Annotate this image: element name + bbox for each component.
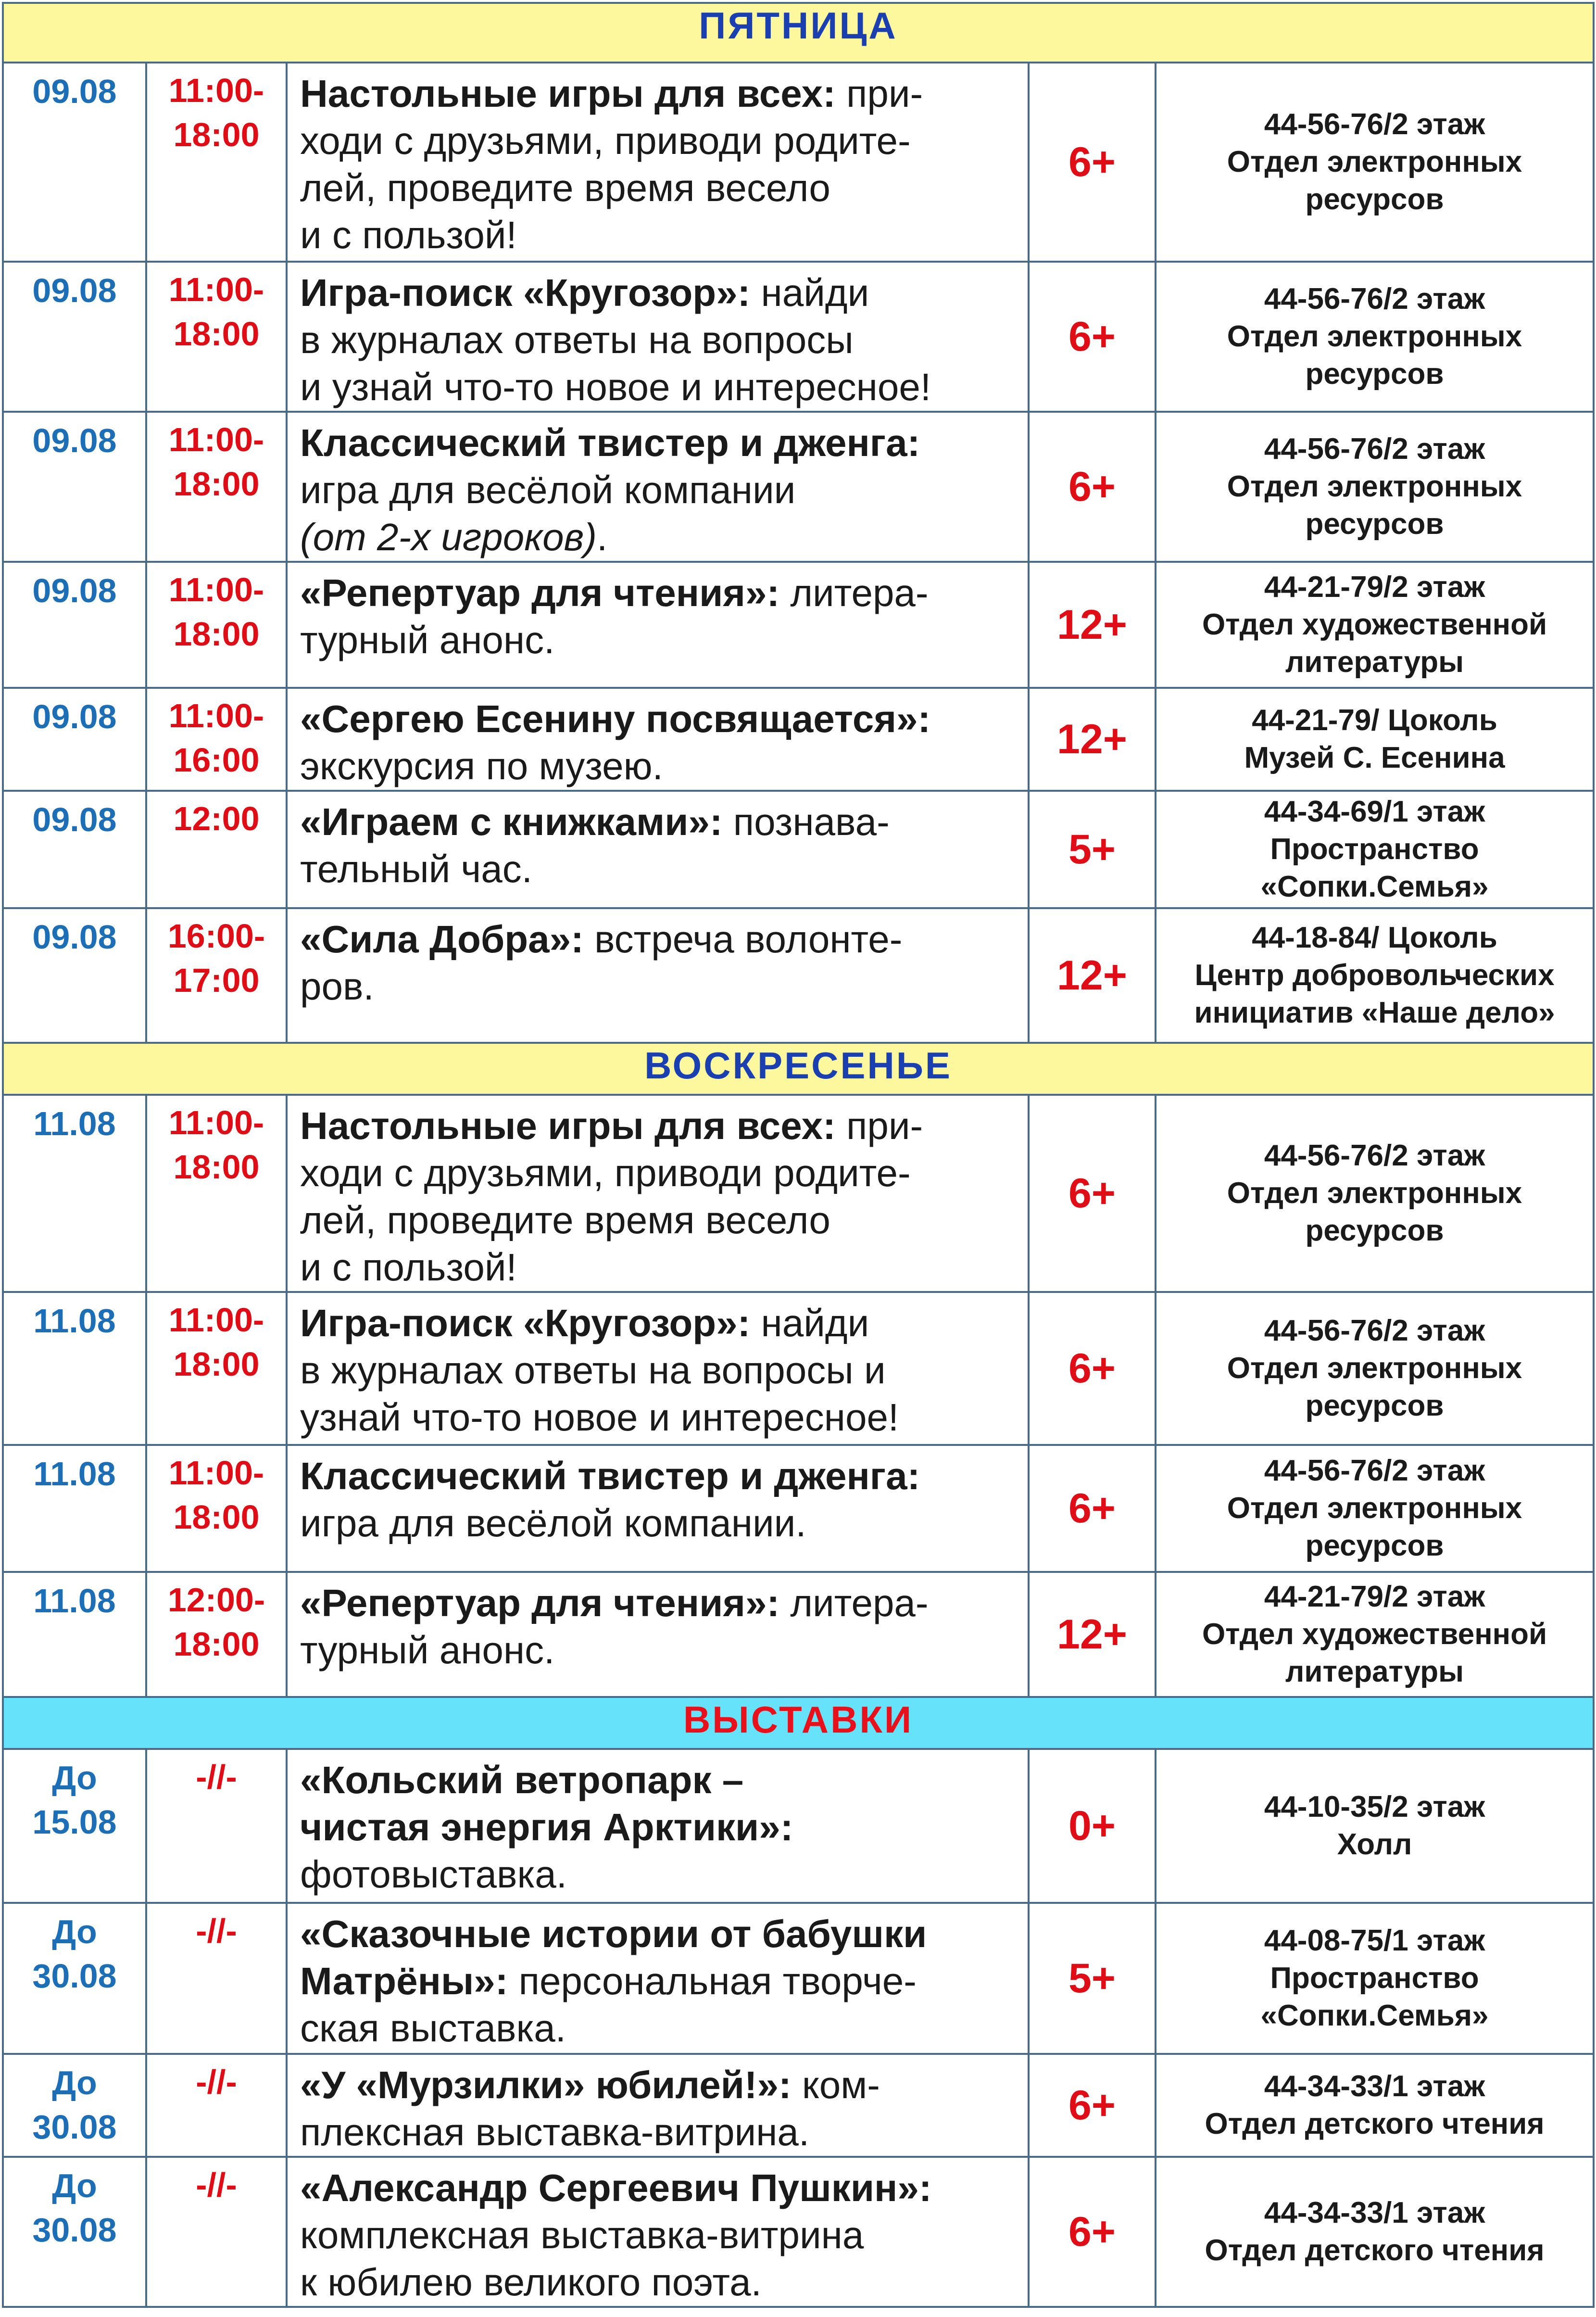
- contact-info: [1156, 791, 1594, 908]
- time-line: 18:00: [173, 465, 260, 503]
- event-row: [3, 908, 1594, 1043]
- contact-line: ресурсов: [1305, 507, 1444, 541]
- event-row: [3, 688, 1594, 791]
- contact-line: 44-56-76/2 этаж: [1264, 108, 1485, 141]
- event-title: Игра-поиск «Кругозор»:: [300, 271, 751, 314]
- contact-line: ресурсов: [1305, 1214, 1444, 1247]
- description-line: [300, 1627, 1023, 1674]
- contact-info: [1156, 908, 1594, 1043]
- description-text: в журналах ответы на вопросы и: [300, 1349, 886, 1392]
- time-line: 11:00-: [168, 571, 264, 608]
- contact-line: «Сопки.Семья»: [1260, 870, 1489, 903]
- description-line: [300, 419, 1023, 467]
- date-cell: [3, 791, 146, 908]
- description-text: и с пользой!: [300, 1246, 517, 1289]
- description-line: [300, 2062, 1023, 2109]
- description-line: [300, 70, 1023, 117]
- age-rating: 5+: [1029, 1903, 1156, 2054]
- section-title: ПЯТНИЦА: [3, 3, 1594, 63]
- event-row: [3, 1292, 1594, 1445]
- date-line: 30.08: [32, 2211, 117, 2249]
- contact-line: Отдел электронных: [1227, 1492, 1522, 1525]
- date-cell: [3, 2157, 146, 2307]
- contact-line: литературы: [1285, 1655, 1464, 1688]
- contact-info: [1156, 1292, 1594, 1445]
- contact-line: Отдел детского чтения: [1205, 2107, 1545, 2140]
- contact-info: [1156, 262, 1594, 412]
- event-title: Матрёны»:: [300, 1960, 508, 2002]
- event-row: [3, 262, 1594, 412]
- time-cell: [146, 908, 287, 1043]
- description-line: [300, 2005, 1023, 2052]
- event-title: «Репертуар для чтения»:: [300, 1582, 780, 1624]
- description-line: [300, 1958, 1023, 2005]
- time-line: 18:00: [173, 1345, 260, 1383]
- event-title: «Репертуар для чтения»:: [300, 571, 780, 614]
- contact-line: 44-34-69/1 этаж: [1264, 795, 1485, 828]
- contact-line: Отдел электронных: [1227, 1177, 1522, 1210]
- time-line: 11:00-: [168, 1104, 264, 1141]
- time-line: 12:00: [173, 800, 260, 837]
- contact-line: 44-34-33/1 этаж: [1264, 2070, 1485, 2103]
- date-cell: [3, 688, 146, 791]
- description-text: .: [596, 516, 608, 558]
- contact-line: «Сопки.Семья»: [1260, 1999, 1489, 2032]
- contact-line: 44-21-79/ Цоколь: [1252, 704, 1497, 737]
- event-description: [287, 688, 1029, 791]
- time-line: -//-: [196, 1912, 237, 1950]
- event-row: [3, 2157, 1594, 2307]
- date-line: 15.08: [32, 1803, 117, 1841]
- description-text: при-: [835, 1104, 923, 1147]
- age-rating: 5+: [1029, 791, 1156, 908]
- contact-line: ресурсов: [1305, 183, 1444, 216]
- description-line: [300, 2259, 1023, 2306]
- description-line: [300, 165, 1023, 212]
- event-title: Настольные игры для всех:: [300, 1104, 836, 1147]
- time-line: -//-: [196, 1758, 237, 1796]
- date-line: До: [52, 2064, 97, 2102]
- contact-info: [1156, 63, 1594, 262]
- date-line: 11.08: [33, 1302, 116, 1340]
- section-title: ВЫСТАВКИ: [3, 1697, 1594, 1749]
- date-line: 09.08: [32, 918, 117, 956]
- contact-info: [1156, 1445, 1594, 1572]
- description-text: литера-: [779, 1582, 929, 1624]
- contact-line: Отдел электронных: [1227, 470, 1522, 503]
- description-line: [300, 696, 1023, 743]
- age-rating: 6+: [1029, 412, 1156, 562]
- contact-line: Отдел электронных: [1227, 145, 1522, 178]
- section-header: [3, 1043, 1594, 1095]
- contact-line: 44-08-75/1 этаж: [1264, 1924, 1485, 1957]
- contact-line: Музей С. Есенина: [1244, 741, 1505, 774]
- description-text: персональная творче-: [508, 1960, 917, 2002]
- event-title: Игра-поиск «Кругозор»:: [300, 1302, 751, 1344]
- date-cell: [3, 562, 146, 688]
- time-line: 17:00: [173, 962, 260, 999]
- event-title: Классический твистер и дженга:: [300, 1455, 920, 1497]
- event-title: Настольные игры для всех:: [300, 72, 836, 115]
- time-line: 18:00: [173, 615, 260, 653]
- description-text: при-: [835, 72, 923, 115]
- contact-line: 44-34-33/1 этаж: [1264, 2196, 1485, 2229]
- time-line: 18:00: [173, 1148, 260, 1186]
- description-text: экскурсия по музею.: [300, 745, 663, 787]
- contact-line: 44-56-76/2 этаж: [1264, 1139, 1485, 1172]
- event-title: «Александр Сергеевич Пушкин»:: [300, 2166, 932, 2209]
- date-cell: [3, 1095, 146, 1292]
- time-line: 18:00: [173, 1498, 260, 1536]
- schedule-body: [3, 3, 1594, 2307]
- time-line: 11:00-: [168, 421, 264, 458]
- description-line: [300, 1500, 1023, 1547]
- description-line: [300, 1851, 1023, 1898]
- date-line: 11.08: [33, 1105, 116, 1142]
- date-cell: [3, 1445, 146, 1572]
- time-line: 11:00-: [168, 1301, 264, 1339]
- date-line: 11.08: [33, 1582, 116, 1620]
- contact-line: Холл: [1337, 1828, 1412, 1861]
- description-text: в журналах ответы на вопросы: [300, 318, 854, 361]
- contact-line: Пространство: [1270, 1962, 1479, 1995]
- description-text: (от 2-х игроков): [300, 516, 597, 558]
- time-line: 11:00-: [168, 271, 264, 308]
- time-cell: [146, 1749, 287, 1903]
- date-line: До: [52, 1759, 97, 1797]
- contact-line: Отдел электронных: [1227, 1352, 1522, 1385]
- time-cell: [146, 1095, 287, 1292]
- description-line: [300, 617, 1023, 664]
- event-row: [3, 1572, 1594, 1697]
- description-line: [300, 1394, 1023, 1441]
- date-line: 11.08: [33, 1455, 116, 1493]
- description-line: [300, 570, 1023, 617]
- contact-line: 44-56-76/2 этаж: [1264, 1314, 1485, 1347]
- description-line: [300, 514, 1023, 561]
- date-cell: [3, 1292, 146, 1445]
- time-line: 18:00: [173, 116, 260, 153]
- event-row: [3, 791, 1594, 908]
- age-rating: 6+: [1029, 2157, 1156, 2307]
- contact-line: 44-56-76/2 этаж: [1264, 282, 1485, 316]
- age-rating: 6+: [1029, 2054, 1156, 2157]
- time-line: 11:00-: [168, 72, 264, 109]
- event-description: [287, 908, 1029, 1043]
- time-line: 16:00: [173, 741, 260, 779]
- date-cell: [3, 412, 146, 562]
- contact-line: Центр добровольческих: [1194, 959, 1555, 992]
- time-cell: [146, 688, 287, 791]
- contact-line: 44-10-35/2 этаж: [1264, 1790, 1485, 1823]
- age-rating: 6+: [1029, 1292, 1156, 1445]
- description-line: [300, 1453, 1023, 1500]
- contact-line: Отдел детского чтения: [1205, 2234, 1545, 2267]
- description-line: [300, 1580, 1023, 1627]
- event-row: [3, 1903, 1594, 2054]
- event-row: [3, 1095, 1594, 1292]
- time-cell: [146, 791, 287, 908]
- description-line: [300, 467, 1023, 514]
- event-description: [287, 1445, 1029, 1572]
- description-line: [300, 1102, 1023, 1150]
- description-text: игра для весёлой компании: [300, 468, 796, 511]
- description-line: [300, 1804, 1023, 1851]
- age-rating: 6+: [1029, 63, 1156, 262]
- contact-line: Отдел художественной: [1202, 608, 1547, 641]
- description-line: [300, 2165, 1023, 2212]
- description-text: плексная выставка-витрина.: [300, 2111, 810, 2153]
- time-line: 12:00-: [167, 1581, 265, 1619]
- event-row: [3, 63, 1594, 262]
- event-row: [3, 1749, 1594, 1903]
- event-description: [287, 2054, 1029, 2157]
- description-line: [300, 2109, 1023, 2156]
- description-line: [300, 1197, 1023, 1244]
- time-cell: [146, 1292, 287, 1445]
- event-row: [3, 562, 1594, 688]
- description-line: [300, 963, 1023, 1010]
- description-text: ком-: [791, 2064, 880, 2106]
- age-rating: 12+: [1029, 562, 1156, 688]
- description-line: [300, 2212, 1023, 2259]
- time-cell: [146, 2157, 287, 2307]
- description-line: [300, 117, 1023, 165]
- date-line: 09.08: [32, 272, 117, 309]
- event-title: чистая энергия Арктики»:: [300, 1806, 793, 1849]
- date-cell: [3, 1572, 146, 1697]
- time-cell: [146, 412, 287, 562]
- date-cell: [3, 262, 146, 412]
- contact-line: литературы: [1285, 646, 1464, 679]
- section-header: [3, 3, 1594, 63]
- description-text: и с пользой!: [300, 214, 517, 256]
- time-line: 11:00-: [168, 697, 264, 734]
- description-text: узнай что-то новое и интересное!: [300, 1396, 899, 1439]
- date-line: 09.08: [32, 422, 117, 459]
- description-line: [300, 798, 1023, 846]
- event-description: [287, 63, 1029, 262]
- time-cell: [146, 2054, 287, 2157]
- contact-line: ресурсов: [1305, 1529, 1444, 1562]
- age-rating: 12+: [1029, 1572, 1156, 1697]
- date-cell: [3, 908, 146, 1043]
- description-line: [300, 317, 1023, 364]
- description-text: игра для весёлой компании.: [300, 1502, 806, 1545]
- description-text: турный анонс.: [300, 1629, 555, 1671]
- contact-info: [1156, 1572, 1594, 1697]
- time-line: -//-: [196, 2063, 237, 2101]
- description-line: [300, 212, 1023, 259]
- description-line: [300, 1757, 1023, 1804]
- contact-line: Пространство: [1270, 833, 1479, 866]
- description-text: найди: [750, 1302, 869, 1344]
- contact-info: [1156, 1903, 1594, 2054]
- section-title: ВОСКРЕСЕНЬЕ: [3, 1043, 1594, 1095]
- date-cell: [3, 2054, 146, 2157]
- time-cell: [146, 1903, 287, 2054]
- contact-info: [1156, 1749, 1594, 1903]
- contact-line: ресурсов: [1305, 1389, 1444, 1422]
- event-description: [287, 1095, 1029, 1292]
- contact-line: инициатив «Наше дело»: [1194, 996, 1555, 1029]
- contact-info: [1156, 412, 1594, 562]
- date-line: 09.08: [32, 73, 117, 110]
- time-cell: [146, 1445, 287, 1572]
- event-title: «Играем с книжками»:: [300, 800, 723, 843]
- time-line: 18:00: [173, 1625, 260, 1663]
- age-rating: 6+: [1029, 262, 1156, 412]
- description-line: [300, 269, 1023, 317]
- description-text: встреча волонте-: [583, 918, 903, 961]
- description-text: ская выставка.: [300, 2007, 566, 2050]
- age-rating: 12+: [1029, 688, 1156, 791]
- date-line: 09.08: [32, 801, 117, 838]
- time-line: -//-: [196, 2166, 237, 2203]
- event-row: [3, 412, 1594, 562]
- description-text: ров.: [300, 965, 374, 1008]
- description-text: литера-: [779, 571, 929, 614]
- time-cell: [146, 262, 287, 412]
- event-title: «У «Мурзилки» юбилей!»:: [300, 2064, 792, 2106]
- contact-line: 44-21-79/2 этаж: [1264, 1580, 1485, 1613]
- contact-line: 44-56-76/2 этаж: [1264, 432, 1485, 466]
- description-text: лей, проведите время весело: [300, 166, 830, 209]
- description-text: найди: [750, 271, 869, 314]
- time-cell: [146, 63, 287, 262]
- event-description: [287, 562, 1029, 688]
- description-text: турный анонс.: [300, 619, 555, 661]
- description-line: [300, 846, 1023, 893]
- description-line: [300, 743, 1023, 790]
- description-text: и узнай что-то новое и интересное!: [300, 366, 931, 408]
- contact-info: [1156, 2157, 1594, 2307]
- event-description: [287, 1292, 1029, 1445]
- time-line: 11:00-: [168, 1454, 264, 1492]
- age-rating: 6+: [1029, 1445, 1156, 1572]
- age-rating: 0+: [1029, 1749, 1156, 1903]
- contact-info: [1156, 1095, 1594, 1292]
- time-line: 16:00-: [167, 917, 265, 955]
- event-title: «Сила Добра»:: [300, 918, 584, 961]
- time-line: 18:00: [173, 315, 260, 353]
- date-line: 30.08: [32, 1957, 117, 1995]
- description-text: к юбилею великого поэта.: [300, 2261, 762, 2304]
- contact-info: [1156, 688, 1594, 791]
- age-rating: 6+: [1029, 1095, 1156, 1292]
- time-cell: [146, 1572, 287, 1697]
- time-cell: [146, 562, 287, 688]
- schedule-table: [2, 2, 1595, 2308]
- description-line: [300, 1911, 1023, 1958]
- event-description: [287, 1903, 1029, 2054]
- date-cell: [3, 63, 146, 262]
- date-line: 30.08: [32, 2108, 117, 2146]
- event-description: [287, 412, 1029, 562]
- event-title: Классический твистер и дженга:: [300, 421, 920, 464]
- description-text: ходи с друзьями, приводи родите-: [300, 1152, 911, 1194]
- description-line: [300, 1150, 1023, 1197]
- date-cell: [3, 1903, 146, 2054]
- contact-line: Отдел художественной: [1202, 1618, 1547, 1651]
- date-line: 09.08: [32, 572, 117, 609]
- description-text: лей, проведите время весело: [300, 1199, 830, 1241]
- contact-line: ресурсов: [1305, 357, 1444, 391]
- date-line: 09.08: [32, 698, 117, 735]
- description-line: [300, 1300, 1023, 1347]
- event-title: «Сказочные истории от бабушки: [300, 1912, 927, 1955]
- event-description: [287, 2157, 1029, 2307]
- event-description: [287, 1572, 1029, 1697]
- contact-line: 44-21-79/2 этаж: [1264, 570, 1485, 604]
- description-text: комплексная выставка-витрина: [300, 2214, 864, 2256]
- description-line: [300, 364, 1023, 411]
- description-text: познава-: [722, 800, 890, 843]
- date-line: До: [52, 1913, 97, 1950]
- event-title: «Сергею Есенину посвящается»:: [300, 697, 931, 740]
- contact-line: Отдел электронных: [1227, 320, 1522, 353]
- description-line: [300, 1347, 1023, 1394]
- age-rating: 12+: [1029, 908, 1156, 1043]
- description-text: ходи с друзьями, приводи родите-: [300, 119, 911, 162]
- event-title: «Кольский ветропарк –: [300, 1759, 744, 1801]
- contact-line: 44-56-76/2 этаж: [1264, 1454, 1485, 1487]
- contact-info: [1156, 2054, 1594, 2157]
- section-header: [3, 1697, 1594, 1749]
- contact-line: 44-18-84/ Цоколь: [1252, 921, 1497, 954]
- description-text: фотовыставка.: [300, 1853, 567, 1896]
- description-line: [300, 916, 1023, 963]
- event-row: [3, 1445, 1594, 1572]
- contact-info: [1156, 562, 1594, 688]
- event-row: [3, 2054, 1594, 2157]
- date-cell: [3, 1749, 146, 1903]
- event-description: [287, 1749, 1029, 1903]
- event-description: [287, 262, 1029, 412]
- description-line: [300, 1244, 1023, 1291]
- date-line: До: [52, 2167, 97, 2204]
- description-text: тельный час.: [300, 848, 532, 890]
- event-description: [287, 791, 1029, 908]
